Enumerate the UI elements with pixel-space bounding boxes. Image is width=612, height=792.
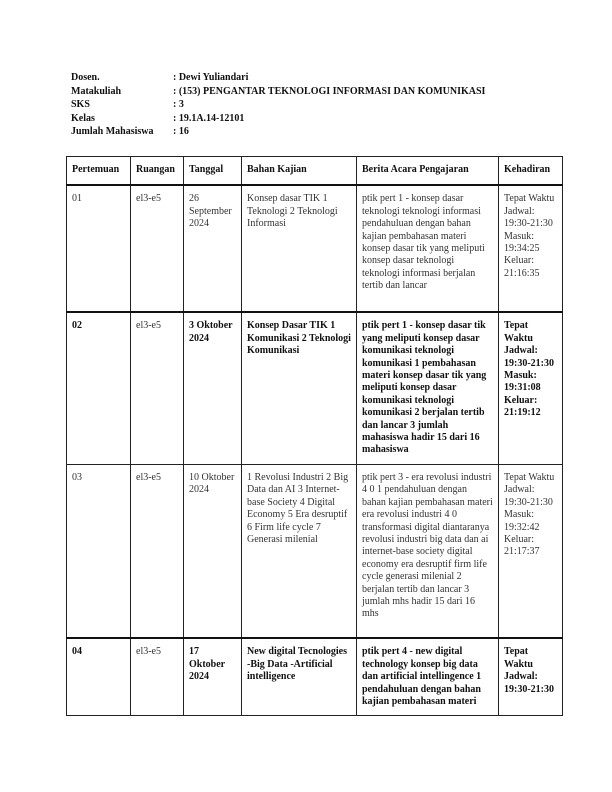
cell-ruangan: el3-e5: [131, 638, 184, 715]
cell-berita-acara: ptik pert 1 - konsep dasar tik yang meliputi konsep dasar komunikasi teknologi komunikasi 1 pembahasan materi konsep dasar tik yang meliputi konsep dasar komunikasi teknologi komunikasi 2 berjalan tertib dan lancar 3 jumlah mahasiswa hadir 15 dari 16 mahasiswa: [357, 312, 499, 464]
sks-row: [71, 98, 485, 112]
col-header-pertemuan: Pertemuan: [67, 157, 131, 186]
cell-pertemuan: 03: [67, 464, 131, 638]
cell-pertemuan: 02: [67, 312, 131, 464]
matakuliah-row: [71, 85, 485, 99]
cell-tanggal: 17 Oktober 2024: [184, 638, 242, 715]
table-row: [67, 638, 563, 715]
cell-kehadiran: Tepat Waktu Jadwal: 19:30-21:30: [499, 638, 563, 715]
cell-bahan-kajian: Konsep dasar TIK 1 Teknologi 2 Teknologi Informasi: [242, 185, 357, 312]
col-header-ruangan: Ruangan: [131, 157, 184, 186]
cell-bahan-kajian: Konsep Dasar TIK 1 Komunikasi 2 Teknologi Komunikasi: [242, 312, 357, 464]
cell-ruangan: el3-e5: [131, 464, 184, 638]
cell-tanggal: 26 September 2024: [184, 185, 242, 312]
cell-kehadiran: Tepat Waktu Jadwal: 19:30-21:30 Masuk: 19:31:08 Keluar: 21:19:12: [499, 312, 563, 464]
cell-ruangan: el3-e5: [131, 312, 184, 464]
col-header-tanggal: Tanggal: [184, 157, 242, 186]
table-row: [67, 464, 563, 638]
dosen-row: [71, 71, 485, 85]
cell-kehadiran: Tepat Waktu Jadwal: 19:30-21:30 Masuk: 19:32:42 Keluar: 21:17:37: [499, 464, 563, 638]
cell-tanggal: 10 Oktober 2024: [184, 464, 242, 638]
cell-pertemuan: 01: [67, 185, 131, 312]
kelas-row: [71, 112, 485, 126]
table-row: [67, 312, 563, 464]
attendance-table: [66, 156, 563, 716]
table-row: [67, 185, 563, 312]
cell-bahan-kajian: New digital Tecnologies -Big Data -Artificial intelligence: [242, 638, 357, 715]
cell-berita-acara: ptik pert 4 - new digital technology konsep big data dan artificial intellingence 1 pendahuluan dengan bahan kajian pembahasan materi: [357, 638, 499, 715]
sks-label: SKS: [71, 99, 90, 110]
jumlah-mahasiswa-row: [71, 125, 485, 139]
jumlah-mahasiswa-value: : 16: [173, 126, 189, 137]
col-header-bahan-kajian: Bahan Kajian: [242, 157, 357, 186]
kelas-value: : 19.1A.14-12101: [173, 112, 245, 124]
matakuliah-label: Matakuliah: [71, 85, 122, 97]
dosen-label: Dosen.: [71, 72, 100, 83]
cell-kehadiran: Tepat Waktu Jadwal: 19:30-21:30 Masuk: 19:34:25 Keluar: 21:16:35: [499, 185, 563, 312]
cell-pertemuan: 04: [67, 638, 131, 715]
table-header-row: [67, 157, 563, 186]
matakuliah-value: : (153) PENGANTAR TEKNOLOGI INFORMASI DAN KOMUNIKASI: [173, 85, 486, 97]
cell-bahan-kajian: 1 Revolusi Industri 2 Big Data dan AI 3 Internet-base Society 4 Digital Economy 5 Era desruptif 6 Firm life cycle 7 Generasi milenial: [242, 464, 357, 638]
sks-value: : 3: [173, 99, 184, 110]
cell-berita-acara: ptik pert 1 - konsep dasar teknologi teknologi informasi pendahuluan dengan bahan kajian pembahasan materi konsep dasar tik yang meliputi konsep dasar teknologi teknologi informasi berjalan tertib dan lancar: [357, 185, 499, 312]
cell-ruangan: el3-e5: [131, 185, 184, 312]
cell-berita-acara: ptik pert 3 - era revolusi industri 4 0 1 pendahuluan dengan bahan kajian pembahasan materi era revolusi industri 4 0 transformasi digital diantaranya revolusi industri big data dan ai internet-base society digital economy era desruptif firm life cycle generasi milenial 2 berjalan tertib dan lancar 3 jumlah mhs hadir 15 dari 16 mhs: [357, 464, 499, 638]
col-header-berita-acara: Berita Acara Pengajaran: [357, 157, 499, 186]
col-header-kehadiran: Kehadiran: [499, 157, 563, 186]
kelas-label: Kelas: [71, 112, 95, 124]
cell-tanggal: 3 Oktober 2024: [184, 312, 242, 464]
dosen-value: : Dewi Yuliandari: [173, 72, 249, 83]
jumlah-mahasiswa-label: Jumlah Mahasiswa: [71, 126, 154, 137]
course-info-header: [71, 71, 485, 139]
